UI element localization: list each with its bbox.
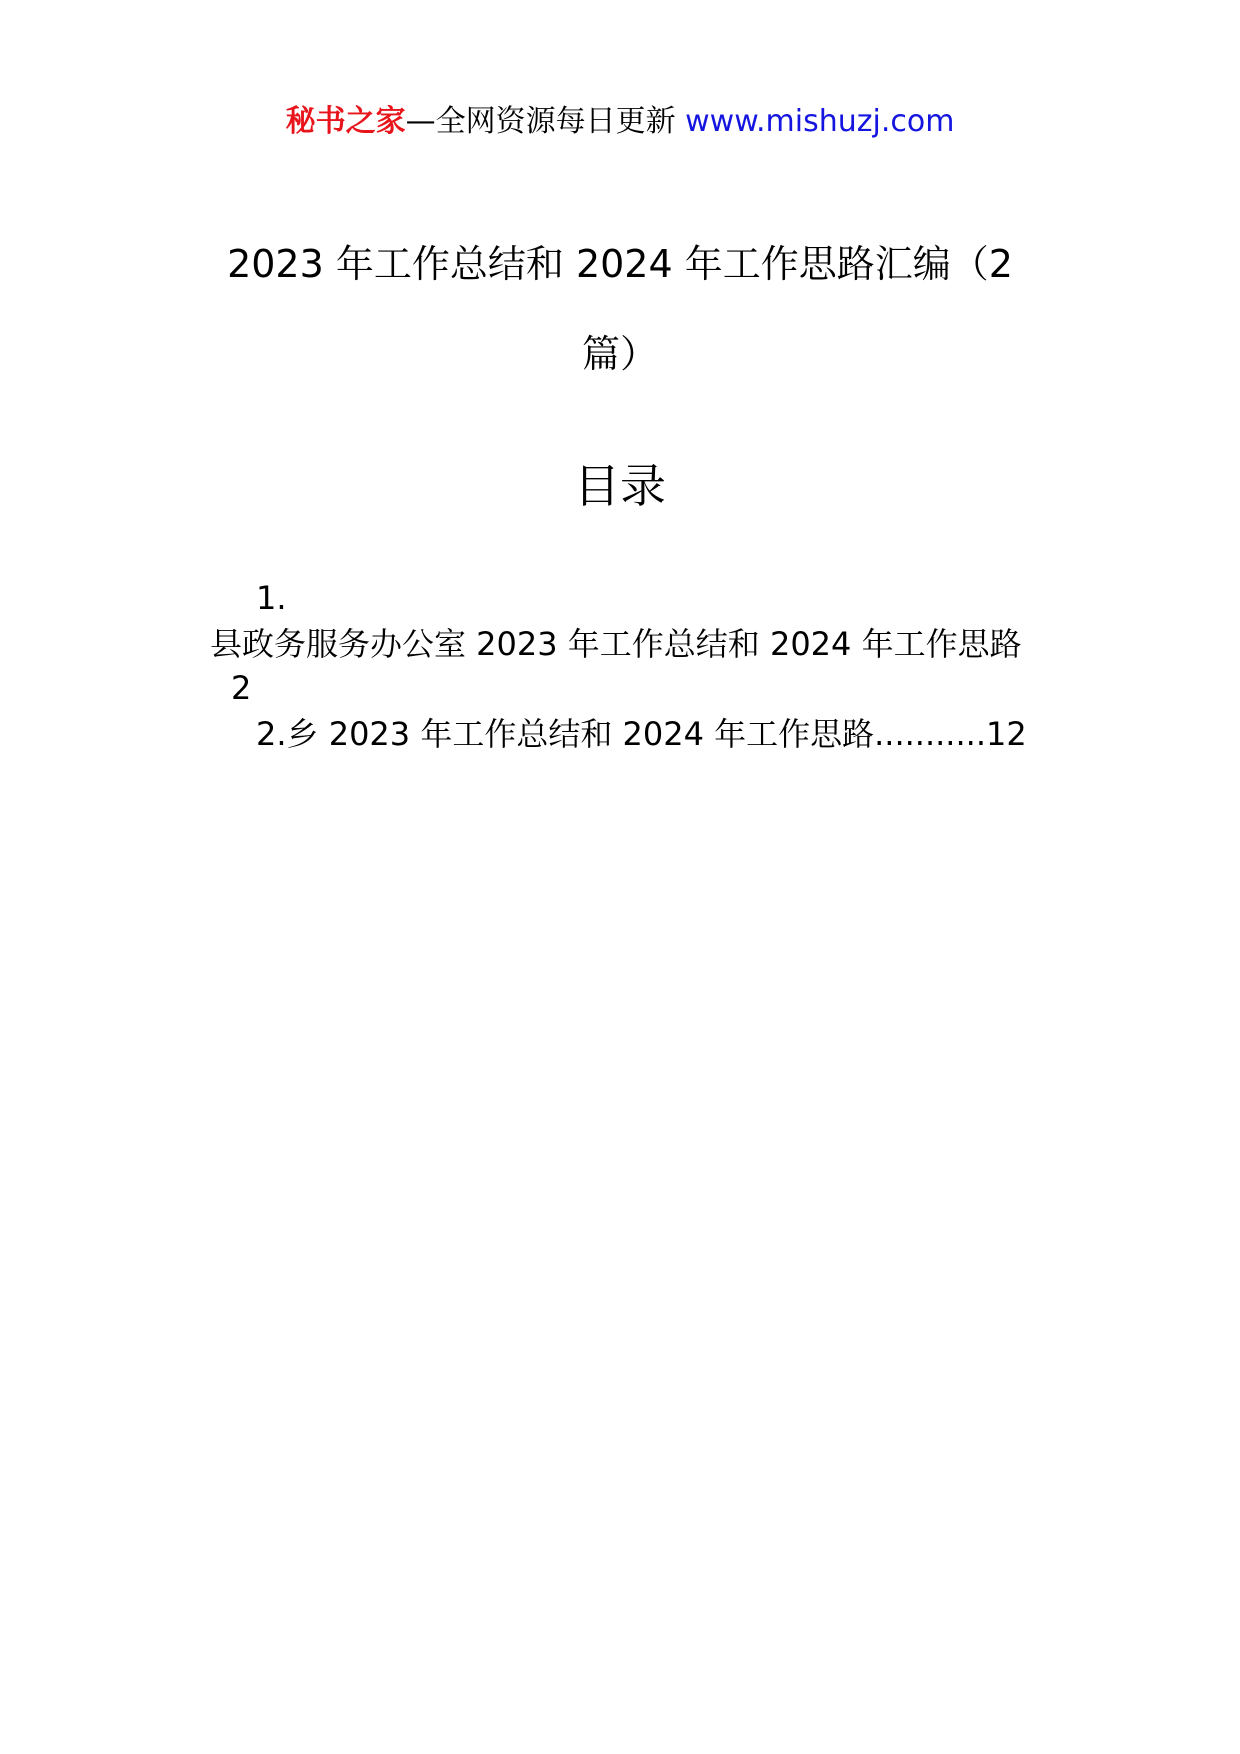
site-url-link[interactable]: www.mishuzj.com bbox=[685, 104, 955, 139]
brand-name: 秘书之家 bbox=[285, 104, 406, 139]
toc-item-title[interactable]: 县政务服务办公室 2023 年工作总结和 2024 年工作思路 bbox=[210, 625, 1022, 663]
site-banner bbox=[0, 102, 1240, 142]
toc-item-entry[interactable]: 2.乡 2023 年工作总结和 2024 年工作思路...........12 bbox=[256, 715, 1027, 753]
toc-item-page-number: 2 bbox=[231, 669, 252, 707]
toc-heading: 目录 bbox=[574, 459, 666, 513]
document-title-continued: 篇） bbox=[581, 332, 658, 376]
toc-item-number: 1. bbox=[256, 579, 287, 617]
document-title: 2023 年工作总结和 2024 年工作思路汇编（2 bbox=[227, 242, 1013, 286]
site-slogan: —全网资源每日更新 bbox=[405, 104, 686, 139]
